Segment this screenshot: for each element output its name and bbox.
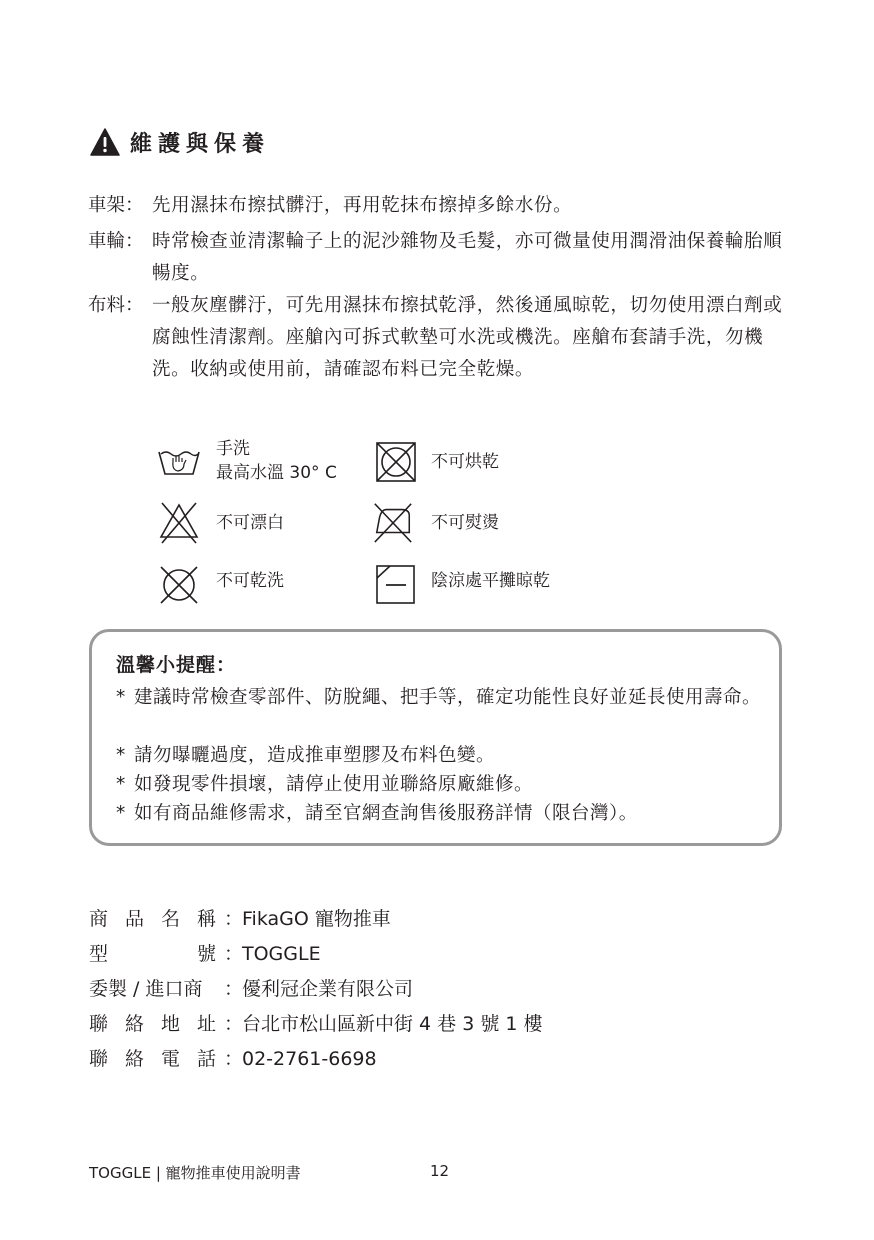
info-row-address [89, 1009, 543, 1039]
maintenance-label: 車輪： [88, 231, 144, 252]
info-colon: ： [224, 1013, 244, 1035]
info-key: 聯 絡 地 址 [89, 1013, 216, 1035]
footer-text: TOGGLE | 寵物推車使用說明書 [89, 1164, 301, 1182]
care-label: 最高水溫 30° C [216, 463, 337, 483]
maintenance-label: 布料： [88, 295, 144, 316]
reminder-text: 建議時常檢查零部件、防脫繩、把手等，確定功能性良好並延長使用壽命。 [134, 687, 762, 708]
info-key: 聯 絡 電 話 [89, 1048, 216, 1070]
page-number: 12 [430, 1162, 450, 1180]
info-value: FikaGO 寵物推車 [242, 908, 391, 930]
no-bleach-icon [157, 501, 201, 545]
shade-dry-flat-icon [374, 562, 418, 606]
info-key: 委製 / 進口商 [89, 978, 203, 1000]
warning-triangle-icon [90, 128, 120, 156]
care-label: 不可熨燙 [431, 513, 499, 533]
bullet-star: * [116, 774, 126, 795]
reminder-item [116, 683, 766, 712]
info-key: 型 號 [89, 943, 216, 965]
care-label: 陰涼處平攤晾乾 [431, 571, 550, 591]
no-dry-clean-icon [157, 563, 201, 607]
maintenance-text: 時常檢查並清潔輪子上的泥沙雜物及毛髮，亦可微量使用潤滑油保養輪胎順暢度。 [152, 231, 783, 284]
reminder-text: 如發現零件損壞，請停止使用並聯絡原廠維修。 [134, 774, 534, 795]
section-title: 維護與保養 [130, 131, 271, 157]
info-row-product-name [89, 904, 391, 934]
care-label: 不可漂白 [216, 513, 284, 533]
no-tumble-dry-icon [374, 440, 418, 484]
info-colon: ： [224, 908, 244, 930]
care-label: 不可烘乾 [431, 452, 499, 472]
bullet-star: * [116, 803, 126, 824]
care-label: 手洗 [216, 439, 250, 459]
reminder-text: 請勿曝曬過度，造成推車塑膠及布料色變。 [134, 745, 496, 766]
maintenance-fabric [88, 290, 788, 386]
reminder-item [116, 770, 766, 799]
maintenance-text: 一般灰塵髒汙，可先用濕抹布擦拭乾淨，然後通風晾乾，切勿使用漂白劑或腐蝕性清潔劑。座艙內可拆式軟墊可水洗或機洗。座艙布套請手洗，勿機洗。收納或使用前，請確認布料已完全乾燥。 [152, 295, 783, 380]
info-value: 台北市松山區新中街 4 巷 3 號 1 樓 [242, 1013, 543, 1035]
maintenance-frame [88, 190, 788, 222]
info-value: TOGGLE [242, 943, 321, 965]
section-heading [90, 126, 270, 158]
hand-wash-icon [157, 440, 201, 484]
reminder-item [116, 741, 766, 770]
info-colon: ： [224, 943, 244, 965]
reminder-box [89, 629, 782, 846]
bullet-star: * [116, 687, 126, 708]
info-row-importer [89, 974, 413, 1004]
care-label: 不可乾洗 [216, 571, 284, 591]
reminder-text: 如有商品維修需求，請至官網查詢售後服務詳情（限台灣）。 [134, 803, 638, 824]
info-value: 02-2761-6698 [242, 1048, 377, 1070]
maintenance-wheels [88, 226, 788, 290]
info-colon: ： [224, 978, 244, 1000]
maintenance-label: 車架： [88, 195, 144, 216]
maintenance-text: 先用濕抹布擦拭髒汙，再用乾抹布擦掉多餘水份。 [152, 195, 573, 216]
bullet-star: * [116, 745, 126, 766]
info-key: 商 品 名 稱 [89, 908, 216, 930]
info-row-phone [89, 1044, 377, 1074]
reminder-title: 溫馨小提醒： [116, 654, 237, 676]
no-iron-icon [371, 500, 415, 544]
info-value: 優利冠企業有限公司 [242, 978, 414, 1000]
reminder-item [116, 799, 766, 828]
info-row-model [89, 939, 321, 969]
info-colon: ： [224, 1048, 244, 1070]
